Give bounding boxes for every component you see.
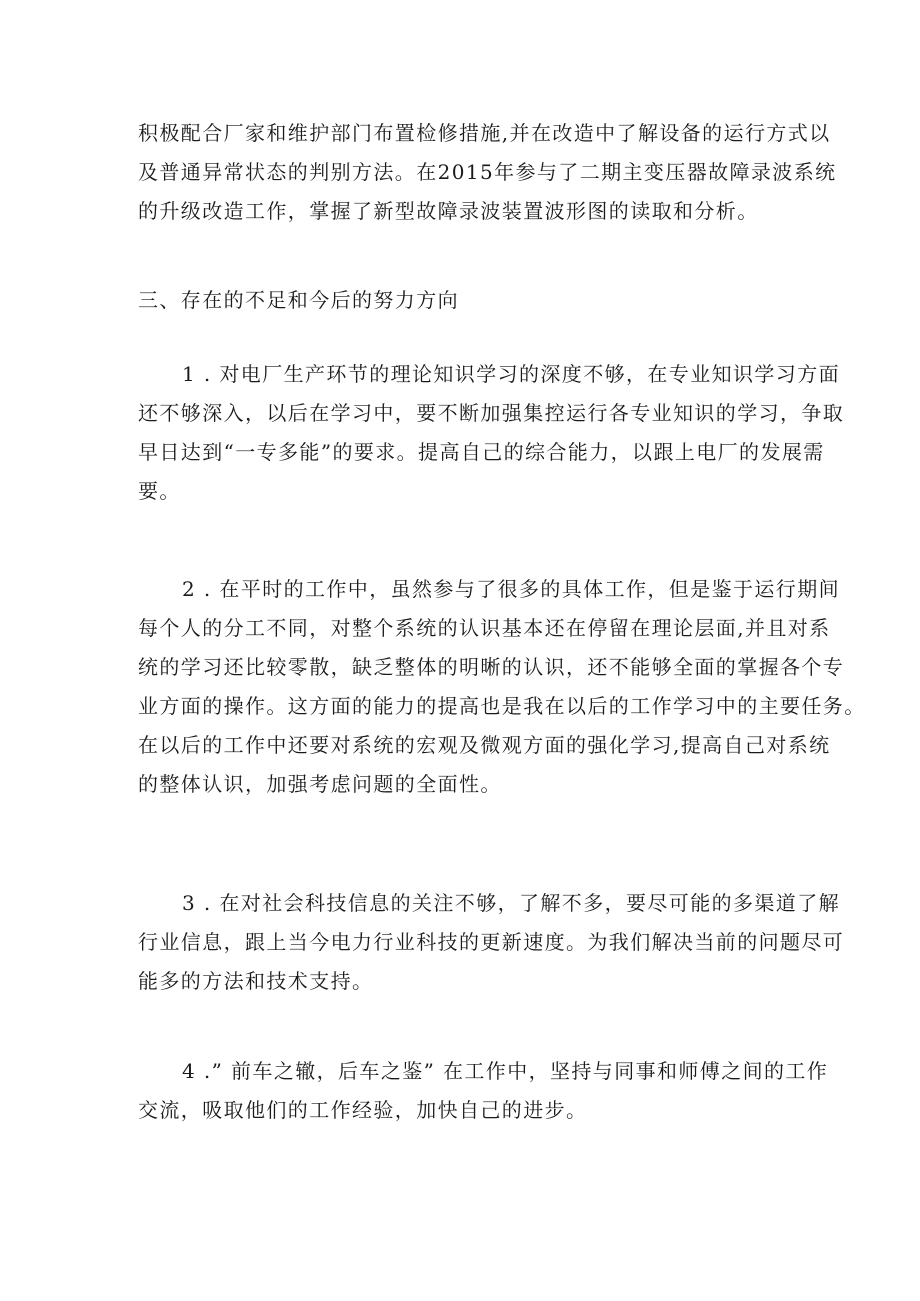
paragraph-line: 1 . 对电厂生产环节的理论知识学习的深度不够，在专业知识学习方面 <box>182 362 840 386</box>
paragraph-line: 2 . 在平时的工作中，虽然参与了很多的具体工作，但是鉴于运行期间 <box>182 577 840 601</box>
paragraph-line: 的整体认识，加强考虑问题的全面性。 <box>138 772 502 796</box>
item-4-paragraph <box>138 1052 829 1130</box>
paragraph-line: 统的学习还比较零散，缺乏整体的明晰的认识，还不能够全面的掌握各个专 <box>138 655 845 679</box>
item-2-paragraph <box>138 570 866 804</box>
item-1-paragraph <box>138 355 845 511</box>
paragraph-line: 积极配合厂家和维护部门布置检修措施,并在改造中了解设备的运行方式以 <box>138 121 831 145</box>
paragraph-line: 业方面的操作。这方面的能力的提高也是我在以后的工作学习中的主要任务。 <box>138 694 866 718</box>
paragraph-line: 3 . 在对社会科技信息的关注不够，了解不多，要尽可能的多渠道了解 <box>182 891 840 915</box>
paragraph-line: 每个人的分工不同，对整个系统的认识基本还在停留在理论层面,并且对系 <box>138 616 831 640</box>
paragraph-line: 行业信息，跟上当今电力行业科技的更新速度。为我们解决当前的问题尽可 <box>138 930 845 954</box>
paragraph-line: 早日达到“一专多能”的要求。提高自己的综合能力，以跟上电厂的发展需 <box>138 440 825 464</box>
paragraph-line: 的升级改造工作，掌握了新型故障录波装置波形图的读取和分析。 <box>138 199 759 223</box>
section-heading-block <box>138 281 788 320</box>
paragraph-line: 4 .” 前车之辙，后车之鉴” 在工作中，坚持与同事和师傅之间的工作 <box>182 1059 829 1083</box>
paragraph-line: 还不够深入，以后在学习中，要不断加强集控运行各专业知识的学习，争取 <box>138 401 845 425</box>
paragraph-line: 交流，吸取他们的工作经验，加快自己的进步。 <box>138 1098 588 1122</box>
intro-paragraph <box>138 114 837 231</box>
section-heading: 三、存在的不足和今后的努力方向 <box>138 288 459 312</box>
item-3-paragraph <box>138 884 845 1001</box>
paragraph-line: 要。 <box>138 479 181 503</box>
paragraph-line: 能多的方法和技术支持。 <box>138 969 374 993</box>
paragraph-line: 及普通异常状态的判别方法。在2015年参与了二期主变压器故障录波系统 <box>138 160 837 184</box>
paragraph-line: 在以后的工作中还要对系统的宏观及微观方面的强化学习,提高自己对系统 <box>138 733 831 757</box>
